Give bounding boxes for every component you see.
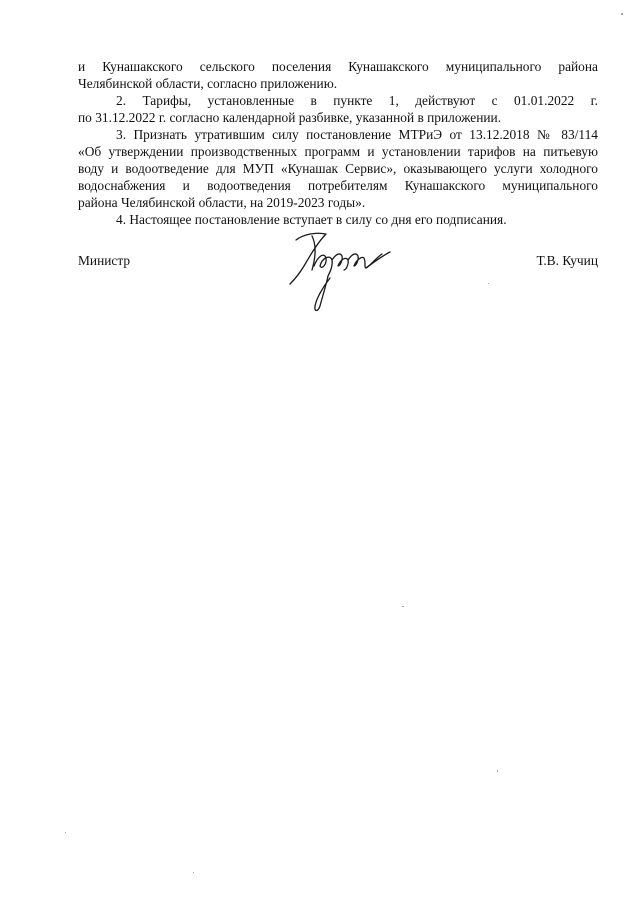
signatory-name: Т.В. Кучиц bbox=[536, 253, 598, 268]
paragraph-1-line-2: Челябинской области, согласно приложению. bbox=[78, 76, 338, 91]
paragraph-3-line-5: района Челябинской области, на 2019-2023 годы». bbox=[78, 195, 366, 210]
paragraph-3-line-2: «Об утверждении производственных программ и установлении тарифов на питьевую bbox=[78, 144, 598, 159]
scan-speck bbox=[488, 283, 489, 284]
paragraph-3-line-4: водоснабжения и водоотведения потребителям Кунашакского муниципального bbox=[78, 178, 598, 193]
paragraph-4-line-1: 4. Настоящее постановление вступает в силу со дня его подписания. bbox=[116, 212, 507, 227]
paragraph-3-line-3: воду и водоотведение для МУП «Кунашак Сервис», оказывающего услуги холодного bbox=[78, 161, 598, 176]
paragraph-3-line-1: 3. Признать утратившим силу постановление МТРиЭ от 13.12.2018 № 83/114 bbox=[116, 127, 598, 142]
scan-speck bbox=[193, 872, 194, 873]
scan-speck bbox=[65, 832, 66, 833]
scan-speck bbox=[402, 606, 404, 607]
signatory-title: Министр bbox=[78, 253, 131, 268]
scan-speck bbox=[497, 770, 498, 772]
paragraph-2-line-1: 2. Тарифы, установленные в пункте 1, действуют с 01.01.2022 г. bbox=[116, 93, 598, 108]
handwritten-signature bbox=[282, 226, 412, 316]
paragraph-2-line-2: по 31.12.2022 г. согласно календарной разбивке, указанной в приложении. bbox=[78, 110, 502, 125]
document-body bbox=[78, 58, 598, 228]
scan-speck bbox=[621, 13, 623, 15]
paragraph-1-line-1: и Кунашакского сельского поселения Кунашакского муниципального района bbox=[78, 59, 598, 74]
